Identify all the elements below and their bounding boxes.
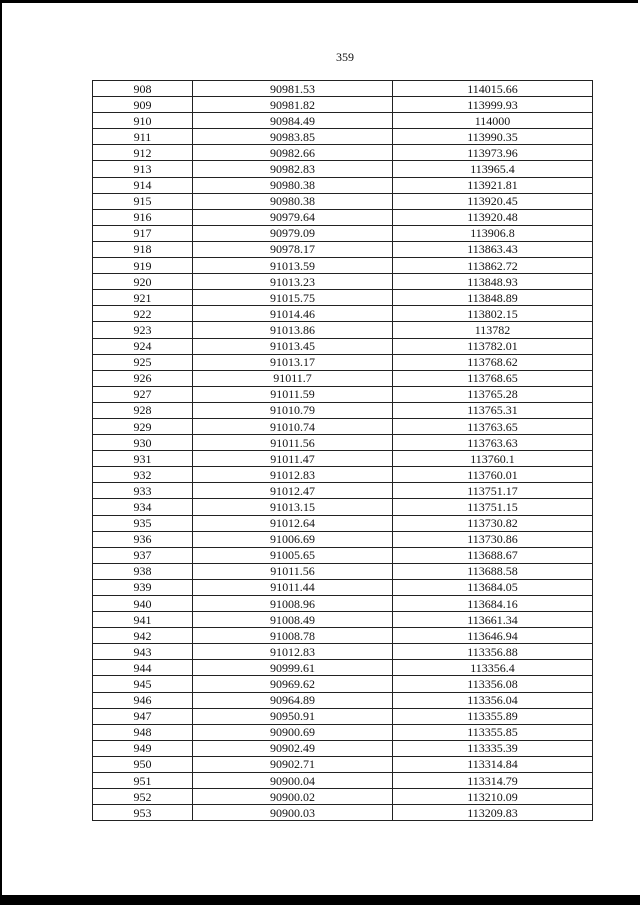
- point-number-cell: 926: [93, 370, 193, 386]
- y-coordinate-cell: 113210.09: [393, 789, 593, 805]
- y-coordinate-cell: 113763.65: [393, 418, 593, 434]
- x-coordinate-cell: 91013.15: [193, 499, 393, 515]
- y-coordinate-cell: 113990.35: [393, 129, 593, 145]
- x-coordinate-cell: 90980.38: [193, 193, 393, 209]
- table-row: [93, 145, 593, 161]
- y-coordinate-cell: 114015.66: [393, 81, 593, 97]
- point-number-cell: 908: [93, 81, 193, 97]
- y-coordinate-cell: 113730.82: [393, 515, 593, 531]
- y-coordinate-cell: 113921.81: [393, 177, 593, 193]
- y-coordinate-cell: 113355.89: [393, 708, 593, 724]
- y-coordinate-cell: 113782: [393, 322, 593, 338]
- x-coordinate-cell: 90900.04: [193, 773, 393, 789]
- x-coordinate-cell: 90979.09: [193, 225, 393, 241]
- table-row: [93, 467, 593, 483]
- x-coordinate-cell: 91010.74: [193, 418, 393, 434]
- y-coordinate-cell: 113760.1: [393, 451, 593, 467]
- y-coordinate-cell: 113751.15: [393, 499, 593, 515]
- point-number-cell: 910: [93, 113, 193, 129]
- table-row: [93, 225, 593, 241]
- table-row: [93, 740, 593, 756]
- point-number-cell: 939: [93, 579, 193, 595]
- table-row: [93, 241, 593, 257]
- point-number-cell: 930: [93, 435, 193, 451]
- table-row: [93, 563, 593, 579]
- y-coordinate-cell: 113782.01: [393, 338, 593, 354]
- table-row: [93, 756, 593, 772]
- table-row: [93, 338, 593, 354]
- x-coordinate-cell: 90979.64: [193, 209, 393, 225]
- point-number-cell: 937: [93, 547, 193, 563]
- y-coordinate-cell: 113920.48: [393, 209, 593, 225]
- y-coordinate-cell: 113768.65: [393, 370, 593, 386]
- y-coordinate-cell: 113763.63: [393, 435, 593, 451]
- y-coordinate-cell: 113906.8: [393, 225, 593, 241]
- table-row: [93, 209, 593, 225]
- table-row: [93, 676, 593, 692]
- table-row: [93, 789, 593, 805]
- point-number-cell: 934: [93, 499, 193, 515]
- x-coordinate-cell: 91006.69: [193, 531, 393, 547]
- point-number-cell: 946: [93, 692, 193, 708]
- x-coordinate-cell: 90900.03: [193, 805, 393, 821]
- x-coordinate-cell: 90999.61: [193, 660, 393, 676]
- point-number-cell: 944: [93, 660, 193, 676]
- y-coordinate-cell: 113768.62: [393, 354, 593, 370]
- y-coordinate-cell: 113760.01: [393, 467, 593, 483]
- table-row: [93, 531, 593, 547]
- y-coordinate-cell: 113765.31: [393, 402, 593, 418]
- x-coordinate-cell: 90964.89: [193, 692, 393, 708]
- x-coordinate-cell: 91008.96: [193, 596, 393, 612]
- x-coordinate-cell: 91013.23: [193, 274, 393, 290]
- point-number-cell: 915: [93, 193, 193, 209]
- x-coordinate-cell: 91012.83: [193, 467, 393, 483]
- x-coordinate-cell: 91013.59: [193, 258, 393, 274]
- point-number-cell: 919: [93, 258, 193, 274]
- point-number-cell: 938: [93, 563, 193, 579]
- point-number-cell: 911: [93, 129, 193, 145]
- x-coordinate-cell: 91014.46: [193, 306, 393, 322]
- scan-left-border: [0, 0, 2, 895]
- point-number-cell: 940: [93, 596, 193, 612]
- y-coordinate-cell: 113973.96: [393, 145, 593, 161]
- table-row: [93, 418, 593, 434]
- x-coordinate-cell: 91011.7: [193, 370, 393, 386]
- x-coordinate-cell: 91012.47: [193, 483, 393, 499]
- table-row: [93, 692, 593, 708]
- x-coordinate-cell: 90900.02: [193, 789, 393, 805]
- y-coordinate-cell: 113765.28: [393, 386, 593, 402]
- point-number-cell: 942: [93, 628, 193, 644]
- point-number-cell: 941: [93, 612, 193, 628]
- y-coordinate-cell: 113356.08: [393, 676, 593, 692]
- x-coordinate-cell: 90982.66: [193, 145, 393, 161]
- point-number-cell: 948: [93, 724, 193, 740]
- point-number-cell: 914: [93, 177, 193, 193]
- x-coordinate-cell: 90984.49: [193, 113, 393, 129]
- x-coordinate-cell: 90900.69: [193, 724, 393, 740]
- table-row: [93, 547, 593, 563]
- point-number-cell: 924: [93, 338, 193, 354]
- point-number-cell: 935: [93, 515, 193, 531]
- x-coordinate-cell: 90980.38: [193, 177, 393, 193]
- y-coordinate-cell: 113356.4: [393, 660, 593, 676]
- x-coordinate-cell: 91011.47: [193, 451, 393, 467]
- point-number-cell: 927: [93, 386, 193, 402]
- x-coordinate-cell: 91015.75: [193, 290, 393, 306]
- point-number-cell: 912: [93, 145, 193, 161]
- table-row: [93, 644, 593, 660]
- x-coordinate-cell: 91012.64: [193, 515, 393, 531]
- table-row: [93, 370, 593, 386]
- x-coordinate-cell: 90950.91: [193, 708, 393, 724]
- point-number-cell: 947: [93, 708, 193, 724]
- table-row: [93, 451, 593, 467]
- point-number-cell: 936: [93, 531, 193, 547]
- table-row: [93, 306, 593, 322]
- table-row: [93, 274, 593, 290]
- point-number-cell: 909: [93, 97, 193, 113]
- point-number-cell: 913: [93, 161, 193, 177]
- x-coordinate-cell: 91011.56: [193, 435, 393, 451]
- x-coordinate-cell: 90902.71: [193, 756, 393, 772]
- point-number-cell: 943: [93, 644, 193, 660]
- table-row: [93, 435, 593, 451]
- x-coordinate-cell: 91012.83: [193, 644, 393, 660]
- table-row: [93, 322, 593, 338]
- point-number-cell: 929: [93, 418, 193, 434]
- point-number-cell: 952: [93, 789, 193, 805]
- point-number-cell: 931: [93, 451, 193, 467]
- y-coordinate-cell: 113688.58: [393, 563, 593, 579]
- table-row: [93, 708, 593, 724]
- point-number-cell: 921: [93, 290, 193, 306]
- y-coordinate-cell: 113646.94: [393, 628, 593, 644]
- point-number-cell: 933: [93, 483, 193, 499]
- table-row: [93, 177, 593, 193]
- table-row: [93, 354, 593, 370]
- table-body: [93, 81, 593, 821]
- y-coordinate-cell: 113314.84: [393, 756, 593, 772]
- x-coordinate-cell: 91013.17: [193, 354, 393, 370]
- x-coordinate-cell: 91011.56: [193, 563, 393, 579]
- table-row: [93, 483, 593, 499]
- x-coordinate-cell: 91013.45: [193, 338, 393, 354]
- y-coordinate-cell: 113862.72: [393, 258, 593, 274]
- point-number-cell: 945: [93, 676, 193, 692]
- table-row: [93, 805, 593, 821]
- x-coordinate-cell: 91013.86: [193, 322, 393, 338]
- table-row: [93, 628, 593, 644]
- point-number-cell: 925: [93, 354, 193, 370]
- point-number-cell: 932: [93, 467, 193, 483]
- x-coordinate-cell: 90981.53: [193, 81, 393, 97]
- y-coordinate-cell: 113999.93: [393, 97, 593, 113]
- y-coordinate-cell: 113920.45: [393, 193, 593, 209]
- table-row: [93, 97, 593, 113]
- y-coordinate-cell: 113848.93: [393, 274, 593, 290]
- y-coordinate-cell: 113356.88: [393, 644, 593, 660]
- y-coordinate-cell: 113965.4: [393, 161, 593, 177]
- point-number-cell: 916: [93, 209, 193, 225]
- y-coordinate-cell: 113684.16: [393, 596, 593, 612]
- table-row: [93, 499, 593, 515]
- point-number-cell: 918: [93, 241, 193, 257]
- x-coordinate-cell: 91008.78: [193, 628, 393, 644]
- table-row: [93, 129, 593, 145]
- point-number-cell: 950: [93, 756, 193, 772]
- scan-bottom-border: [0, 895, 640, 905]
- table-row: [93, 161, 593, 177]
- table-row: [93, 193, 593, 209]
- y-coordinate-cell: 113684.05: [393, 579, 593, 595]
- x-coordinate-cell: 90902.49: [193, 740, 393, 756]
- y-coordinate-cell: 113356.04: [393, 692, 593, 708]
- y-coordinate-cell: 113802.15: [393, 306, 593, 322]
- x-coordinate-cell: 90969.62: [193, 676, 393, 692]
- point-number-cell: 951: [93, 773, 193, 789]
- x-coordinate-cell: 91005.65: [193, 547, 393, 563]
- y-coordinate-cell: 113209.83: [393, 805, 593, 821]
- x-coordinate-cell: 91010.79: [193, 402, 393, 418]
- point-number-cell: 928: [93, 402, 193, 418]
- table-row: [93, 81, 593, 97]
- table-row: [93, 773, 593, 789]
- y-coordinate-cell: 113751.17: [393, 483, 593, 499]
- scan-top-border: [2, 0, 638, 3]
- table-row: [93, 660, 593, 676]
- y-coordinate-cell: 113688.67: [393, 547, 593, 563]
- table-row: [93, 113, 593, 129]
- x-coordinate-cell: 90983.85: [193, 129, 393, 145]
- x-coordinate-cell: 90982.83: [193, 161, 393, 177]
- point-number-cell: 953: [93, 805, 193, 821]
- table-row: [93, 290, 593, 306]
- table-row: [93, 579, 593, 595]
- y-coordinate-cell: 113661.34: [393, 612, 593, 628]
- table-row: [93, 515, 593, 531]
- table-row: [93, 386, 593, 402]
- y-coordinate-cell: 114000: [393, 113, 593, 129]
- table-row: [93, 724, 593, 740]
- y-coordinate-cell: 113730.86: [393, 531, 593, 547]
- x-coordinate-cell: 91011.44: [193, 579, 393, 595]
- x-coordinate-cell: 90981.82: [193, 97, 393, 113]
- table-row: [93, 596, 593, 612]
- y-coordinate-cell: 113863.43: [393, 241, 593, 257]
- point-number-cell: 949: [93, 740, 193, 756]
- y-coordinate-cell: 113848.89: [393, 290, 593, 306]
- table-row: [93, 402, 593, 418]
- coordinate-table: [92, 80, 593, 821]
- table-row: [93, 258, 593, 274]
- x-coordinate-cell: 91011.59: [193, 386, 393, 402]
- point-number-cell: 923: [93, 322, 193, 338]
- page-number: 359: [336, 50, 354, 64]
- x-coordinate-cell: 91008.49: [193, 612, 393, 628]
- y-coordinate-cell: 113335.39: [393, 740, 593, 756]
- table-row: [93, 612, 593, 628]
- x-coordinate-cell: 90978.17: [193, 241, 393, 257]
- y-coordinate-cell: 113355.85: [393, 724, 593, 740]
- point-number-cell: 920: [93, 274, 193, 290]
- point-number-cell: 922: [93, 306, 193, 322]
- y-coordinate-cell: 113314.79: [393, 773, 593, 789]
- point-number-cell: 917: [93, 225, 193, 241]
